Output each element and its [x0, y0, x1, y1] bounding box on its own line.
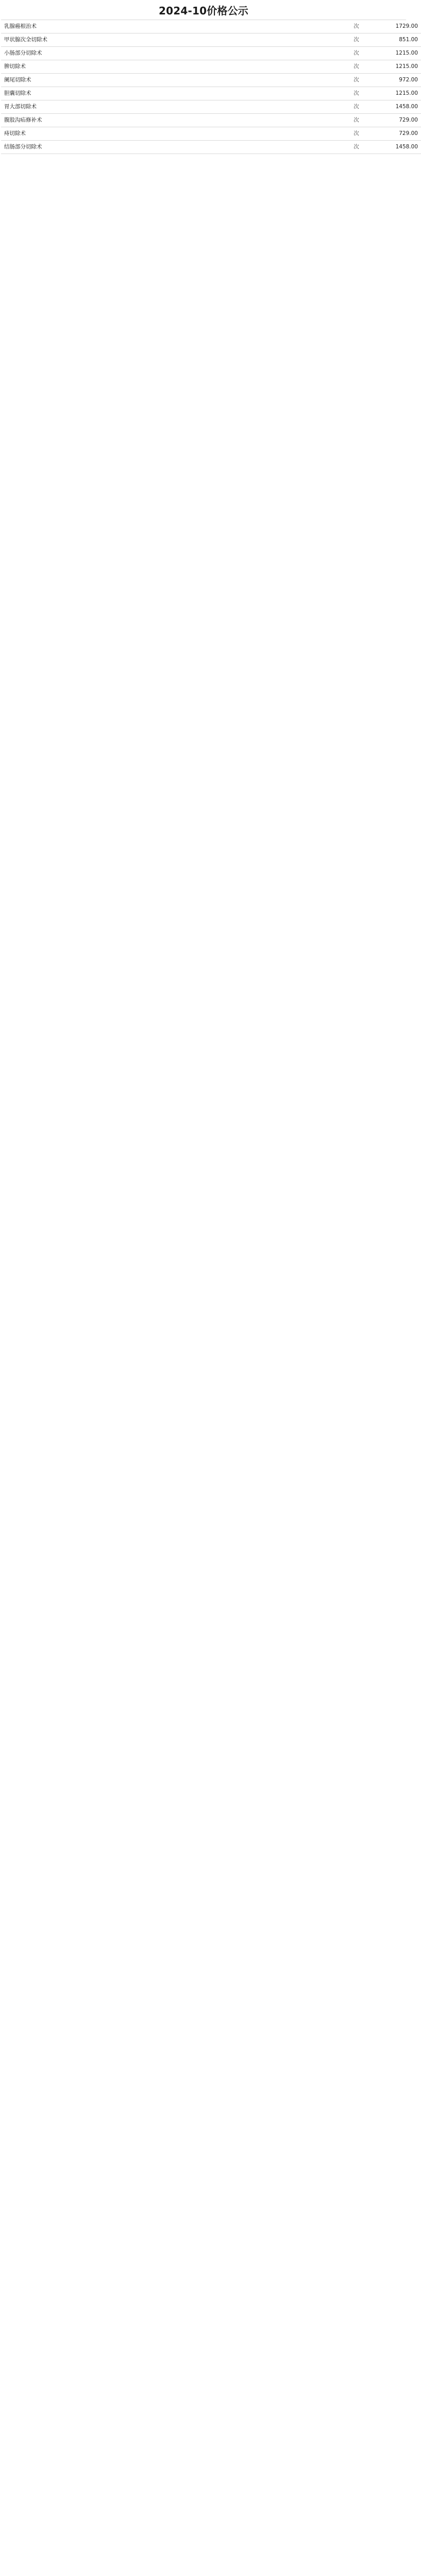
table-row [1, 20, 421, 33]
item-frequency [242, 100, 289, 114]
item-name: 腹股沟疝修补术 [1, 114, 242, 127]
item-name: 胃大部切除术 [1, 100, 242, 114]
item-price: 972.00 [374, 74, 421, 87]
item-level [289, 141, 339, 154]
item-price: 729.00 [374, 127, 421, 141]
item-price: 729.00 [374, 114, 421, 127]
price-table-body [1, 20, 421, 154]
table-row [1, 114, 421, 127]
item-unit: 次 [339, 100, 374, 114]
item-price: 1458.00 [374, 100, 421, 114]
item-unit: 次 [339, 141, 374, 154]
table-row [1, 33, 421, 47]
table-row [1, 127, 421, 141]
item-level [289, 33, 339, 47]
item-name: 胆囊切除术 [1, 87, 242, 100]
item-level [289, 20, 339, 33]
table-row [1, 100, 421, 114]
item-frequency [242, 74, 289, 87]
item-name: 痔切除术 [1, 127, 242, 141]
table-row [1, 47, 421, 60]
item-unit: 次 [339, 87, 374, 100]
item-level [289, 127, 339, 141]
table-row [1, 87, 421, 100]
item-frequency [242, 87, 289, 100]
item-frequency [242, 60, 289, 74]
item-name: 乳腺癌根治术 [1, 20, 242, 33]
item-unit: 次 [339, 60, 374, 74]
price-table [1, 20, 421, 154]
item-name: 小肠部分切除术 [1, 47, 242, 60]
item-price: 1729.00 [374, 20, 421, 33]
item-level [289, 74, 339, 87]
item-level [289, 60, 339, 74]
item-price: 1215.00 [374, 60, 421, 74]
item-unit: 次 [339, 33, 374, 47]
item-name: 结肠部分切除术 [1, 141, 242, 154]
item-unit: 次 [339, 20, 374, 33]
item-unit: 次 [339, 127, 374, 141]
item-price: 1215.00 [374, 87, 421, 100]
item-level [289, 114, 339, 127]
item-name: 甲状腺次全切除术 [1, 33, 242, 47]
title-row [1, 0, 406, 20]
price-table-wrap [1, 20, 418, 2576]
item-name: 阑尾切除术 [1, 74, 242, 87]
page-title: 2024-10价格公示 [159, 4, 248, 17]
item-frequency [242, 47, 289, 60]
item-level [289, 87, 339, 100]
item-price: 1215.00 [374, 47, 421, 60]
item-price: 851.00 [374, 33, 421, 47]
table-row [1, 60, 421, 74]
table-row [1, 74, 421, 87]
table-row [1, 141, 421, 154]
item-frequency [242, 114, 289, 127]
item-frequency [242, 20, 289, 33]
item-unit: 次 [339, 74, 374, 87]
item-name: 脾切除术 [1, 60, 242, 74]
item-frequency [242, 141, 289, 154]
item-level [289, 100, 339, 114]
item-level [289, 47, 339, 60]
item-price: 1458.00 [374, 141, 421, 154]
item-frequency [242, 127, 289, 141]
item-unit: 次 [339, 47, 374, 60]
item-unit: 次 [339, 114, 374, 127]
item-frequency [242, 33, 289, 47]
